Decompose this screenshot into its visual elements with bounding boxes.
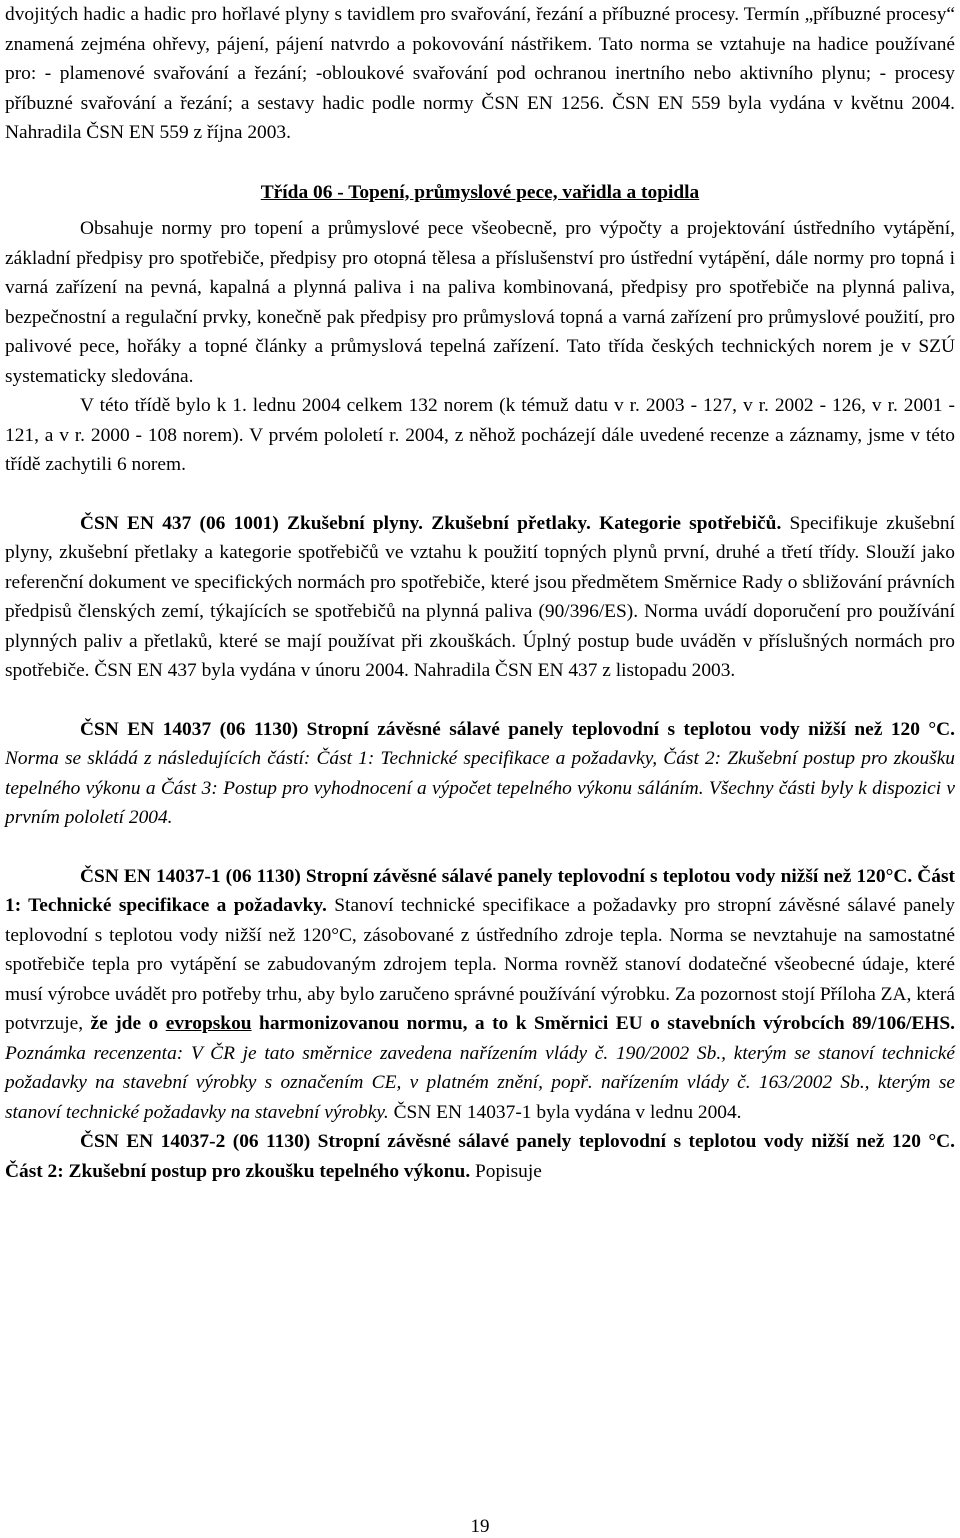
paragraph-intro: dvojitých hadic a hadic pro hořlavé plyny s tavidlem pro svařování, řezání a příbuzné procesy. Termín „příbuzné procesy“ znamená zejména ohřevy, pájení, pájení natvrdo a pokovování nástřikem. Tato norma se vztahuje na hadice používané pro: - plamenové svařování a řezání; -obloukové svařování pod ochranou inertního nebo aktivního plynu; - procesy příbuzné svařování a řezání; a sestavy hadic podle normy ČSN EN 1256. ČSN EN 559 byla vydána v květnu 2004. Nahradila ČSN EN 559 z října 2003.: [5, 4, 955, 143]
standard-en14037-1-body: Stanoví technické specifikace a požadavky pro stropní závěsné sálavé panely teplovodní s teplotou vody nižší než 120°C, zásobované z ústředního zdroje tepla. Norma se nevztahuje na samostatné spotřebiče tepla pro vytápění se zabudovaným zdrojem tepla. Norma rovněž stanoví dodatečné všeobecné údaje, které musí výrobce uvádět pro potřeby trhu, aby bylo zaručeno správné používání výrobku. Za pozornost stojí Příloha ZA, která potvrzuje,: [5, 895, 955, 1034]
standard-en14037-1-emphasis-b: harmonizovanou normu, a to k Směrnici EU o stavebních výrobcích 89/106/EHS.: [251, 1013, 955, 1034]
standard-en14037-1: [5, 862, 955, 1128]
standard-en437: [5, 509, 955, 686]
standard-en14037-1-emphasis-underlined: evropskou: [165, 1013, 252, 1034]
standard-en14037-1-emphasis-a: že jde o: [90, 1013, 166, 1034]
paragraph-class-statistics: V této třídě bylo k 1. lednu 2004 celkem 132 norem (k témuž datu v r. 2003 - 127, v r. 2002 - 126, v r. 2001 - 121, a v r. 2000 - 108 norem). V prvém pololetí r. 2004, z něhož pocházejí dále uvedené recenze a záznamy, jsme v této třídě zachytili 6 norem.: [5, 395, 955, 475]
standard-en14037-body: Norma se skládá z následujících částí: Část 1: Technické specifikace a požadavky, Část 2: Zkušební postup pro zkoušku tepelného výkonu a Část 3: Postup pro vyhodnocení a výpočet tepelného výkonu sáláním. Všechny části byly k dispozici v prvním pololetí 2004.: [5, 748, 955, 828]
document-page: [5, 0, 955, 1186]
standard-en14037: [5, 715, 955, 833]
standard-en437-title: ČSN EN 437 (06 1001) Zkušební plyny. Zkušební přetlaky. Kategorie spotřebičů.: [80, 512, 782, 534]
paragraph-class-description: Obsahuje normy pro topení a průmyslové pece všeobecně, pro výpočty a projektování ústředního vytápění, základní předpisy pro spotřebiče, předpisy pro otopná tělesa a příslušenství pro ústřední vytápění, dále normy pro topná i varná zařízení na pevná, kapalná a plynná paliva i na paliva kombinovaná, předpisy pro spotřebiče na plynná paliva, bezpečnostní a regulační prvky, konečně pak předpisy pro průmyslová topná a varná zařízení pro průmyslové použití, pro palivové pece, hořáky a topné články a průmyslová tepelná zařízení. Tato třída českých technických norem je v SZÚ systematicky sledována.: [5, 218, 955, 387]
standard-en437-body: Specifikuje zkušební plyny, zkušební přetlaky a kategorie spotřebičů ve vztahu k použití topných plynů první, druhé a třetí třídy. Slouží jako referenční dokument ve specifických normách pro spotřebiče, které jsou předmětem Směrnice Rady o sbližování právních předpisů členských zemí, týkajících se spotřebičů na plynná paliva (90/396/ES). Norma uvádí doporučení pro používání plynných paliv a přetlaků, které se mají používat při zkouškách. Úplný postup bude uváděn v příslušných normách pro spotřebiče. ČSN EN 437 byla vydána v únoru 2004. Nahradila ČSN EN 437 z listopadu 2003.: [5, 512, 955, 681]
standard-en14037-2: [5, 1127, 955, 1186]
standard-en14037-2-title: ČSN EN 14037-2 (06 1130) Stropní závěsné sálavé panely teplovodní s teplotou vody nižší než 120 °C. Část 2: Zkušební postup pro zkoušku tepelného výkonu.: [5, 1131, 955, 1182]
page-number: 19: [470, 1516, 490, 1537]
standard-en14037-1-title: ČSN EN 14037-1 (06 1130) Stropní závěsné sálavé panely teplovodní s teplotou vody nižší než 120°C. Část 1: Technické specifikace a požadavky.: [5, 865, 955, 916]
section-heading: Třída 06 - Topení, průmyslové pece, vařidla a topidla: [260, 181, 700, 203]
standard-en14037-2-body: Popisuje: [470, 1160, 542, 1182]
standard-en14037-1-reviewer-note: Poznámka recenzenta: V ČR je tato směrnice zavedena nařízením vlády č. 190/2002 Sb., kterým se stanoví technické požadavky na stavební výrobky s označením CE, v platném znění, popř. nařízením vlády č. 163/2002 Sb., kterým se stanoví technické požadavky na stavební výrobky.: [5, 1042, 955, 1123]
standard-en14037-1-tail: ČSN EN 14037-1 byla vydána v lednu 2004.: [388, 1101, 742, 1123]
standard-en14037-title: ČSN EN 14037 (06 1130) Stropní závěsné sálavé panely teplovodní s teplotou vody nižší než 120 °C.: [80, 718, 955, 740]
